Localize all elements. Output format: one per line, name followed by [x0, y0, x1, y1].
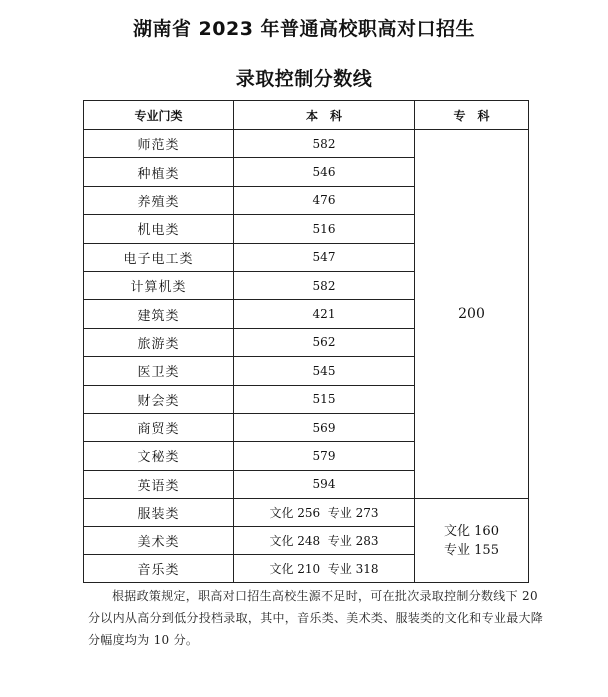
undergrad-score-cell: 562: [234, 328, 415, 356]
undergrad-score-cell: 545: [234, 357, 415, 385]
undergrad-score-cell: 547: [234, 243, 415, 271]
policy-note: 根据政策规定，职高对口招生高校生源不足时，可在批次录取控制分数线下 20 分以内从高分到低分投档录取，其中，音乐类、美术类、服装类的文化和专业最大降分幅度均为 10 分。: [88, 589, 544, 647]
undergrad-score-cell: 546: [234, 158, 415, 186]
document-subtitle: 录取控制分数线: [235, 68, 373, 90]
vocational-art-major: 专业 155: [444, 542, 499, 558]
score-table: [83, 100, 529, 583]
category-cell: 建筑类: [84, 300, 234, 328]
category-cell: 师范类: [84, 130, 234, 158]
vocational-art-score-cell: [415, 499, 529, 583]
category-cell: 计算机类: [84, 271, 234, 299]
undergrad-score-cell: 582: [234, 271, 415, 299]
table-row: [84, 130, 529, 158]
category-cell: 商贸类: [84, 413, 234, 441]
undergrad-score-cell: 579: [234, 442, 415, 470]
category-cell: 养殖类: [84, 186, 234, 214]
category-cell: 旅游类: [84, 328, 234, 356]
document-title: 湖南省 2023 年普通高校职高对口招生: [132, 18, 476, 40]
category-cell: 电子电工类: [84, 243, 234, 271]
category-cell: 英语类: [84, 470, 234, 498]
table-header-row: [84, 101, 529, 130]
table-row: [84, 499, 529, 527]
category-cell: 服装类: [84, 499, 234, 527]
vocational-score-cell: 200: [415, 130, 529, 499]
vocational-art-culture: 文化 160: [444, 523, 499, 539]
undergrad-score-cell: 569: [234, 413, 415, 441]
undergrad-score-cell: 文化 248 专业 283: [234, 527, 415, 555]
category-cell: 种植类: [84, 158, 234, 186]
category-cell: 音乐类: [84, 555, 234, 583]
category-cell: 医卫类: [84, 357, 234, 385]
undergrad-score-cell: 515: [234, 385, 415, 413]
undergrad-score-cell: 文化 210 专业 318: [234, 555, 415, 583]
undergrad-score-cell: 516: [234, 215, 415, 243]
category-cell: 美术类: [84, 527, 234, 555]
header-vocational: 专 科: [415, 101, 529, 130]
category-cell: 财会类: [84, 385, 234, 413]
undergrad-score-cell: 421: [234, 300, 415, 328]
undergrad-score-cell: 582: [234, 130, 415, 158]
header-category: 专业门类: [84, 101, 234, 130]
undergrad-score-cell: 文化 256 专业 273: [234, 499, 415, 527]
category-cell: 文秘类: [84, 442, 234, 470]
header-undergrad: 本 科: [234, 101, 415, 130]
category-cell: 机电类: [84, 215, 234, 243]
undergrad-score-cell: 476: [234, 186, 415, 214]
undergrad-score-cell: 594: [234, 470, 415, 498]
